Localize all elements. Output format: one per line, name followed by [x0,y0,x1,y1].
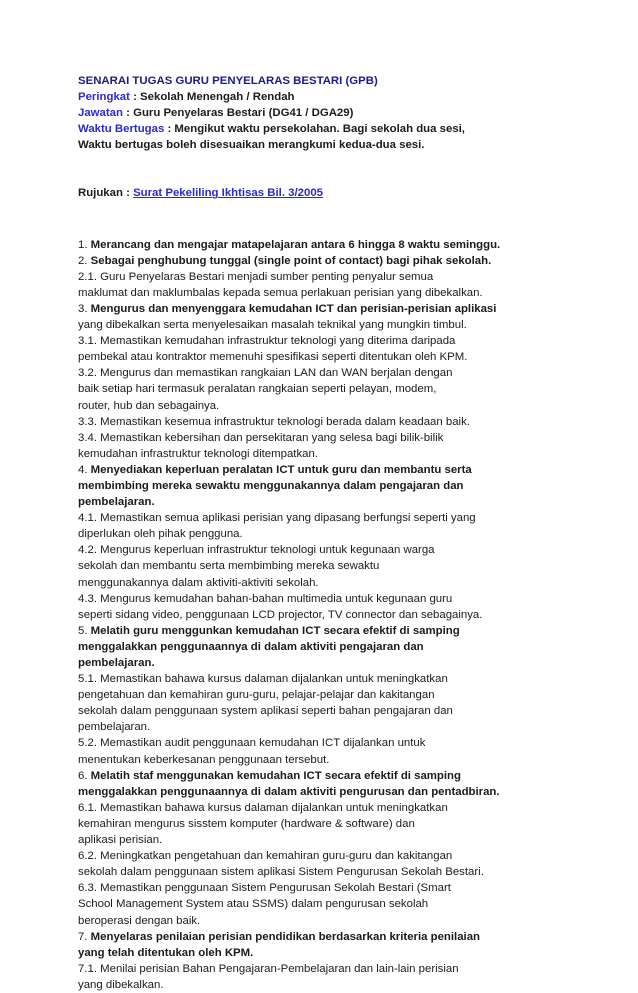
item-heading: Merancang dan mengajar matapelajaran antara 6 hingga 8 waktu seminggu. [90,238,501,251]
item-text: 3.2. Mengurus dan memastikan rangkaian LAN dan WAN berjalan dengan [78,367,453,380]
jawatan-label: Jawatan [78,107,123,120]
item-heading-cont: yang telah ditentukan oleh KPM. [78,946,254,959]
peringkat-label: Peringkat [78,91,130,104]
document-title: SENARAI TUGAS GURU PENYELARAS BESTARI (GPB) [78,75,378,87]
item-number: 5. [78,624,88,637]
item-text: sekolah dan membantu serta membimbing mereka sewaktu [78,560,380,573]
item-heading-cont: pembelajaran. [78,657,155,669]
item-text: yang dibekalkan serta menyelesaikan masalah teknikal yang mungkin timbul. [78,319,467,332]
item-text: kemudahan infrastruktur teknologi ditempatkan. [78,447,318,460]
item-heading: Melatih guru menggunkan kemudahan ICT secara efektif di samping [90,624,460,637]
item-text: 3.3. Memastikan kesemua infrastruktur teknologi berada dalam keadaan baik. [78,415,470,428]
item-text: maklumat dan maklumbalas kepada semua perlakuan perisian yang dibekalkan. [78,286,483,299]
reference-line [78,185,608,201]
item-text: 4.3. Mengurus kemudahan bahan-bahan multimedia untuk kegunaan guru [78,592,453,605]
item-heading: Menyediakan keperluan peralatan ICT untuk guru dan membantu serta [90,463,472,476]
item-text: 5.2. Memastikan audit penggunaan kemudahan ICT dijalankan untuk [78,737,426,750]
item-text: 6.2. Meningkatkan pengetahuan dan kemahiran guru-guru dan kakitangan [78,850,453,863]
item-text: kemahiran mengurus sisstem komputer (hardware & software) dan [78,817,415,830]
item-text: 4.2. Mengurus keperluan infrastruktur teknologi untuk kegunaan warga [78,544,435,557]
item-number: 2. [78,254,88,267]
item-text: 3.1. Memastikan kemudahan infrastruktur teknologi yang diterima daripada [78,335,456,348]
item-text: router, hub dan sebagainya. [78,399,220,412]
waktu-value: : Mengikut waktu persekolahan. Bagi sekolah dua sesi, [167,123,465,136]
item-heading: Sebagai penghubung tunggal (single point of contact) bagi pihak sekolah. [90,254,492,267]
list-item [78,768,608,784]
item-heading-cont: menggalakkan penggunaannya di dalam aktiviti pengajaran dan [78,640,424,653]
peringkat-line [78,89,608,105]
item-text: beroperasi dengan baik. [78,914,201,927]
list-item [78,237,608,253]
item-text: 4.1. Memastikan semua aplikasi perisian yang dipasang berfungsi seperti yang [78,512,476,525]
item-text: 6.3. Memastikan penggunaan Sistem Pengurusan Sekolah Bestari (Smart [78,882,451,895]
item-number: 7. [78,930,88,943]
jawatan-value: : Guru Penyelaras Bestari (DG41 / DGA29) [126,107,354,120]
item-text: pembelajaran. [78,721,151,734]
item-text: 2.1. Guru Penyelaras Bestari menjadi sumber penting penyalur semua [78,270,434,283]
jawatan-line [78,105,608,121]
item-text: baik setiap hari termasuk peralatan rangkaian seperti pelayan, modem, [78,383,437,396]
item-text: diperlukan oleh pihak pengguna. [78,528,243,541]
item-number: 6. [78,769,88,782]
list-item [78,462,608,478]
item-text: School Management System atau SSMS) dalam pengurusan sekolah [78,898,429,911]
item-text: 3.4. Memastikan kebersihan dan persekitaran yang selesa bagi bilik-bilik [78,431,444,444]
item-text: 7.1. Menilai perisian Bahan Pengajaran-Pembelajaran dan lain-lain perisian [78,962,459,975]
item-text: menggunakannya dalam aktiviti-aktiviti sekolah. [78,576,319,589]
list-item [78,929,608,945]
item-heading: Melatih staf menggunakan kemudahan ICT secara efektif di samping [90,769,461,782]
item-text: 5.1. Memastikan bahawa kursus dalaman dijalankan untuk meningkatkan [78,673,448,686]
item-heading: Mengurus dan menyenggara kemudahan ICT dan perisian-perisian aplikasi [90,302,497,315]
item-text: menentukan keberkesanan penggunaan tersebut. [78,753,330,766]
item-number: 1. [78,238,88,251]
item-text: seperti sidang video, penggunaan LCD projector, TV connector dan sebagainya. [78,608,483,621]
item-text: aplikasi perisian. [78,834,163,847]
waktu-label: Waktu Bertugas [78,123,165,136]
item-heading-cont: menggalakkan penggunaannya di dalam aktiviti pengurusan dan pentadbiran. [78,785,500,798]
waktu-line [78,121,608,137]
item-text: sekolah dalam penggunaan sistem aplikasi Sistem Pengurusan Sekolah Bestari. [78,866,484,879]
item-text: pengetahuan dan kemahiran guru-guru, pelajar-pelajar dan kakitangan [78,689,435,702]
list-item [78,253,608,269]
document-page [78,73,608,993]
item-number: 3. [78,302,88,315]
reference-link[interactable]: Surat Pekeliling Ikhtisas Bil. 3/2005 [133,187,323,200]
reference-label: Rujukan : [78,187,134,200]
item-text: 6.1. Memastikan bahawa kursus dalaman dijalankan untuk meningkatkan [78,801,448,814]
item-heading-cont: membimbing mereka sewaktu menggunakannya dalam pengajaran dan [78,479,464,492]
list-item [78,301,608,317]
waktu-line-2: Waktu bertugas boleh disesuaikan merangkumi kedua-dua sesi. [78,139,425,152]
item-text: sekolah dalam penggunaan system aplikasi seperti bahan pengajaran dan [78,705,453,718]
item-heading-cont: pembelajaran. [78,496,155,509]
item-heading: Menyelaras penilaian perisian pendidikan berdasarkan kriteria penilaian [90,930,481,943]
item-text: yang dibekalkan. [78,978,164,991]
peringkat-value: : Sekolah Menengah / Rendah [133,91,295,104]
item-text: pembekal atau kontraktor memenuhi spesifikasi seperti ditentukan oleh KPM. [78,351,468,364]
item-number: 4. [78,463,88,476]
list-item [78,623,608,639]
